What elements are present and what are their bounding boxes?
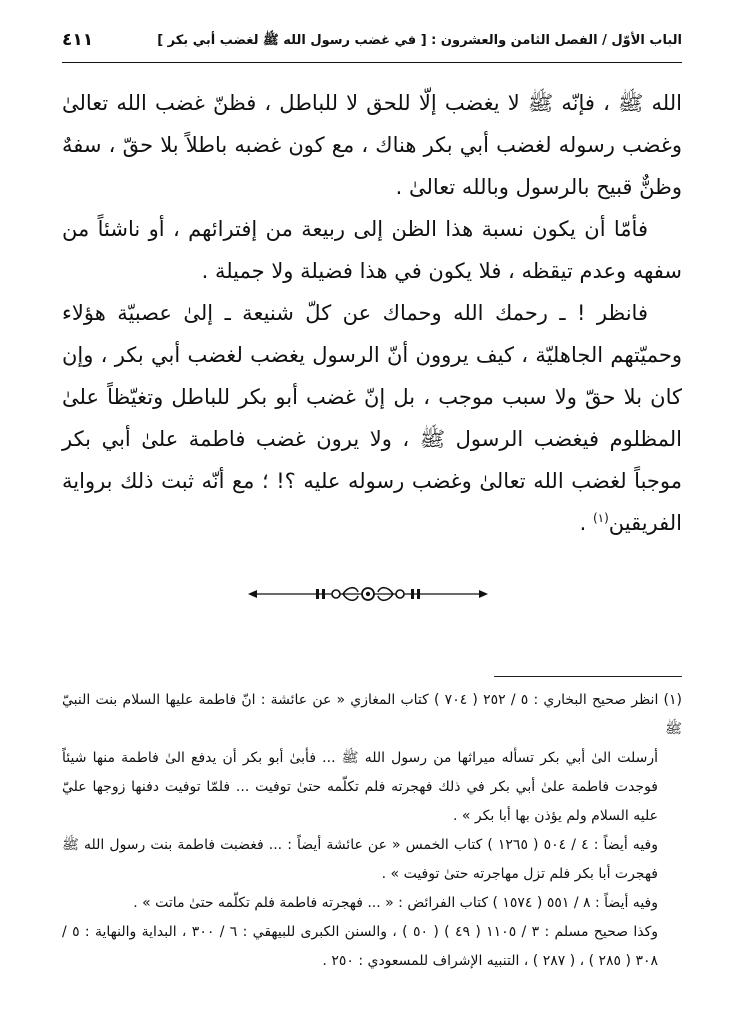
main-text [62,82,682,544]
footnote-1-line-3: وفيه أيضاً : ٤ / ٥٠٤ ( ١٢٦٥ ) كتاب الخمس « عن عائشة أيضاً : ... فغضبت فاطمة بنت رسول الله ﷺ فهجرت أبا بكر فلم تزل مهاجرته حتىٰ توفيت » . [62,837,658,882]
paragraph-2: فأمّا أن يكون نسبة هذا الظن إلى ربيعة من إفترائهم ، أو ناشئاً من سفهه وعدم تيقظه ، فلا يكون في هذا فضيلة ولا جميلة . [62,217,682,283]
chapter-title: الباب الأوّل / الفصل الثامن والعشرون : [ في غضب رسول الله ﷺ لغضب أبي بكر ] [157,33,682,48]
footnote-divider [494,676,682,677]
footnote-1-line-1: (١) انظر صحيح البخاري : ٥ / ٢٥٢ ( ٧٠٤ ) كتاب المغازي « عن عائشة : انّ فاطمة عليها السلام بنت النبيّ ﷺ [62,692,682,737]
header-divider [62,62,682,63]
footnote-ref-1[interactable]: (١) [592,511,609,525]
page-number: ٤١١ [62,30,94,50]
ornament-divider-icon [248,584,488,604]
footnote-1-line-4: وفيه أيضاً : ٨ / ٥٥١ ( ١٥٧٤ ) كتاب الفرائض : « ... فهجرته فاطمة فلم تكلّمه حتىٰ ماتت » . [133,895,658,911]
footnote-1-line-5: وكذا صحيح مسلم : ٣ / ١١٠٥ ( ٤٩ ) ( ٥٠ ) ، والسنن الكبرى للبيهقي : ٦ / ٣٠٠ ، البداية والنهاية : ٥ / ٣٠٨ ( ٢٨٥ ) ، ( ٢٨٧ ) ، التنبيه الإشراف للمسعودي : ٢٥٠ . [62,924,658,969]
footnote-1-line-2: أرسلت الىٰ أبي بكر تسأله ميراثها من رسول الله ﷺ ... فأبىٰ أبو بكر أن يدفع الىٰ فاطمة منها شيئاً فوجدت فاطمة علىٰ أبي بكر في ذلك فهجرته فلم تكلّمه حتىٰ توفيت ... فلمّا توفيت دفنها زوجها عليّ عليه السلام ولم يؤذن بها أبا بكر » . [62,750,658,824]
paragraph-3-text: فانظر ! ـ رحمك الله وحماك عن كلّ شنيعة ـ إلىٰ عصبيّة هؤلاء وحميّتهم الجاهليّة ، كيف يروون أنّ الرسول يغضب لغضب أبي بكر ، وإن كان بلا حقّ ولا سبب موجب ، بل إنّ غضب أبو بكر للباطل وتغيّظاً علىٰ المظلوم فيغضب الرسول ﷺ ، ولا يرون غضب فاطمة علىٰ أبي بكر موجباً لغضب الله تعالىٰ وغضب رسوله عليه ؟! ؛ مع أنّه ثبت ذلك برواية الفريقين [62,301,682,535]
paragraph-3-end: . [579,511,593,535]
paragraph-3 [62,292,682,544]
paragraph-1: الله ﷺ ، فإنّه ﷺ لا يغضب إلّا للحق لا للباطل ، فظنّ غضب الله تعالىٰ وغضب رسوله لغضب أبي بكر هناك ، مع كون غضبه باطلاً بلا حقّ ، سفهٌ وظنٌّ قبيح بالرسول وبالله تعالىٰ . [62,91,682,199]
running-header [62,30,682,56]
footnotes [62,686,682,976]
